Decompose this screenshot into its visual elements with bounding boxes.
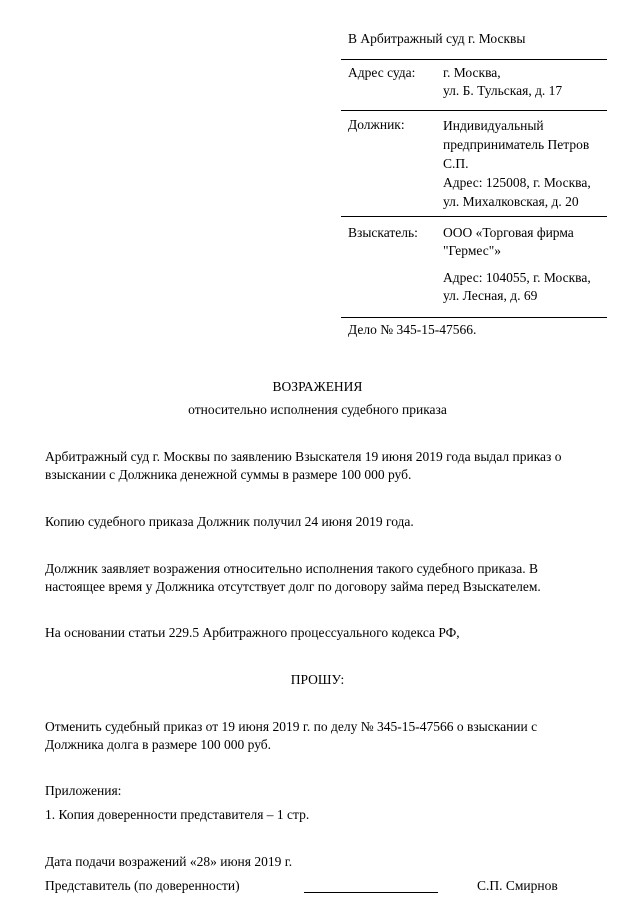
paragraph-1: Арбитражный суд г. Москвы по заявлению Взыскателя 19 июня 2019 года выдал приказ о взыскании с Должника денежной суммы в размере 100 000 руб. [45, 449, 562, 482]
signature-line [304, 892, 438, 893]
request-heading: ПРОШУ: [290, 672, 345, 687]
paragraph-4: На основании статьи 229.5 Арбитражного процессуального кодекса РФ, [45, 625, 460, 640]
debtor-details: Индивидуальный предприниматель Петров С.П. Адрес: 125008, г. Москва, ул. Михалковская, д. 20 [443, 118, 591, 209]
paragraph-3: Должник заявляет возражения относительно исполнения такого судебного приказа. В настоящее время у Должника отсутствует долг по договору займа перед Взыскателем. [45, 561, 541, 594]
attachment-item: 1. Копия доверенности представителя – 1 стр. [45, 807, 310, 822]
court-name: В Арбитражный суд г. Москвы [348, 31, 526, 46]
document-title: ВОЗРАЖЕНИЯ [272, 379, 363, 394]
court-address-label: Адрес суда: [348, 65, 416, 80]
paragraph-2: Копию судебного приказа Должник получил 24 июня 2019 года. [45, 514, 414, 529]
attachments-label: Приложения: [45, 783, 122, 798]
representative-label: Представитель (по доверенности) [45, 878, 240, 893]
divider [341, 110, 607, 111]
divider [341, 317, 607, 318]
debtor-label: Должник: [348, 117, 405, 132]
divider [341, 59, 607, 60]
request-text: Отменить судебный приказ от 19 июня 2019 г. по делу № 345-15-47566 о взыскании с Должника долга в размере 100 000 руб. [45, 719, 538, 752]
submission-date: Дата подачи возражений «28» июня 2019 г. [45, 854, 293, 869]
document-subtitle: относительно исполнения судебного приказа [188, 402, 447, 417]
court-address: г. Москва, ул. Б. Тульская, д. 17 [443, 65, 563, 98]
signer-name: С.П. Смирнов [477, 878, 558, 893]
divider [341, 216, 607, 217]
creditor-label: Взыскатель: [348, 225, 418, 240]
creditor-details: ООО «Торговая фирма "Гермес"» Адрес: 104055, г. Москва, ул. Лесная, д. 69 [443, 225, 591, 303]
case-number: Дело № 345-15-47566. [348, 322, 477, 337]
